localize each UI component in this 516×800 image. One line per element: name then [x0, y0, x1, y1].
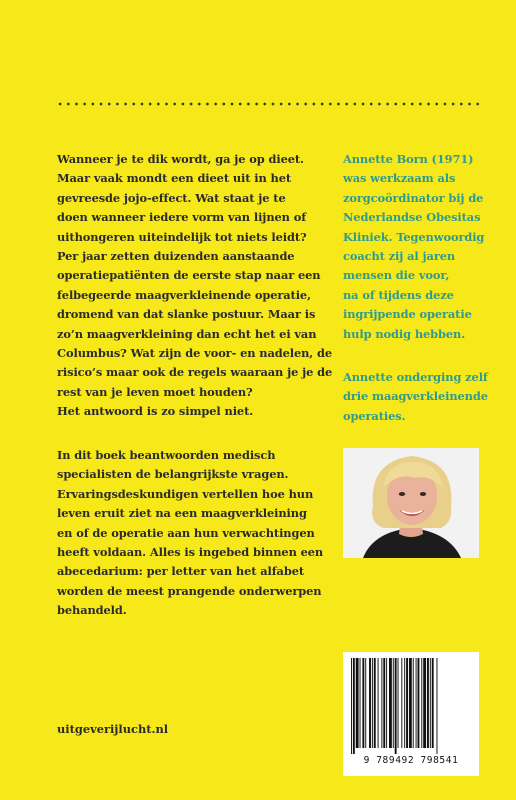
text-line: drie maagverkleinende	[343, 389, 488, 404]
text-line: Columbus? Wat zijn de voor- en nadelen, de	[57, 346, 333, 361]
author-photo	[343, 448, 479, 558]
barcode-bar	[374, 658, 376, 748]
text-line: Annette onderging zelf	[343, 370, 488, 384]
barcode-bar	[437, 658, 438, 754]
text-line: Maar vaak mondt een dieet uit in het	[57, 171, 292, 186]
barcode	[343, 652, 479, 776]
barcode-bar	[353, 658, 355, 754]
barcode-bar	[421, 658, 422, 748]
text-line: ingrijpende operatie	[343, 307, 472, 322]
barcode-bar	[423, 658, 426, 748]
isbn-number: 9 789492 798541	[363, 755, 459, 766]
text-line: Ervaringsdeskundigen vertellen hoe hun	[57, 486, 314, 501]
text-line: worden de meest prangende onderwerpen	[57, 583, 322, 598]
text-line: heeft voldaan. Alles is ingebed binnen een	[57, 545, 324, 560]
author-bio-extra	[343, 368, 493, 426]
barcode-bar	[389, 658, 392, 748]
text-line: operaties.	[343, 408, 406, 423]
text-line: Nederlandse Obesitas	[343, 210, 481, 225]
barcode-bar	[409, 658, 412, 748]
text-line: gevreesde jojo-effect. Wat staat je te	[57, 190, 286, 205]
text-line: Het antwoord is zo simpel niet.	[57, 404, 254, 419]
text-line: felbegeerde maagverkleinende operatie,	[57, 287, 311, 302]
text-line: mensen die voor,	[343, 268, 450, 283]
text-line: Per jaar zetten duizenden aanstaande	[57, 249, 295, 264]
barcode-bar	[372, 658, 373, 748]
text-line: risico’s maar ook de regels waaraan je je de	[57, 365, 333, 380]
barcode-bar	[369, 658, 371, 748]
barcode-bar	[432, 658, 434, 748]
barcode-bar	[351, 658, 352, 754]
text-line: rest van je leven moet houden?	[57, 384, 253, 399]
barcode-bar	[430, 658, 431, 748]
text-line: Kliniek. Tegenwoordig	[343, 229, 485, 244]
barcode-bar	[386, 658, 387, 748]
barcode-bar	[418, 658, 420, 748]
barcode-bar	[404, 658, 405, 748]
text-line: na of tijdens deze	[343, 287, 454, 302]
text-line: specialisten de belangrijkste vragen.	[57, 467, 289, 482]
text-line: operatiepatiënten de eerste stap naar een	[57, 268, 321, 283]
barcode-bar	[413, 658, 414, 748]
text-line: Annette Born (1971)	[343, 152, 474, 166]
text-line: uithongeren uiteindelijk tot niets leidt?	[57, 229, 307, 244]
text-line: en of de operatie aan hun verwachtingen	[57, 525, 315, 540]
barcode-bar	[356, 658, 359, 748]
text-line: In dit boek beantwoorden medisch	[57, 448, 276, 462]
text-line: zo’n maagverkleining dan echt het ei van	[57, 326, 317, 341]
barcode-bar	[416, 658, 417, 748]
barcode-bar	[362, 658, 364, 748]
barcode-bar	[393, 658, 394, 748]
text-line: coacht zij al jaren	[343, 249, 456, 264]
text-line: was werkzaam als	[343, 171, 456, 186]
barcode-bar	[406, 658, 408, 748]
dotted-divider	[56, 102, 482, 106]
author-bio	[343, 150, 493, 344]
barcode-bar	[427, 658, 429, 748]
text-line: Wanneer je te dik wordt, ga je op dieet.	[57, 152, 304, 166]
barcode-bar	[381, 658, 382, 748]
barcode-bar	[360, 658, 361, 748]
text-line: hulp nodig hebben.	[343, 326, 466, 341]
barcode-bar	[395, 658, 397, 754]
text-line: doen wanneer iedere vorm van lijnen of	[57, 210, 306, 225]
barcode-bar	[383, 658, 385, 748]
text-line: behandeld.	[57, 603, 127, 618]
barcode-bar	[365, 658, 366, 748]
text-line: leven eruit ziet na een maagverkleining	[57, 506, 307, 521]
description-paragraph-2	[57, 446, 324, 621]
description-paragraph-1	[57, 150, 333, 422]
barcode-bar	[398, 658, 399, 748]
barcode-bar	[378, 658, 379, 748]
text-line: zorgcoördinator bij de	[343, 190, 484, 205]
publisher-website[interactable]: uitgeverijlucht.nl	[57, 722, 169, 736]
text-line: abecedarium: per letter van het alfabet	[57, 564, 305, 579]
barcode-bar	[401, 658, 402, 748]
text-line: dromend van dat slanke postuur. Maar is	[57, 307, 316, 322]
